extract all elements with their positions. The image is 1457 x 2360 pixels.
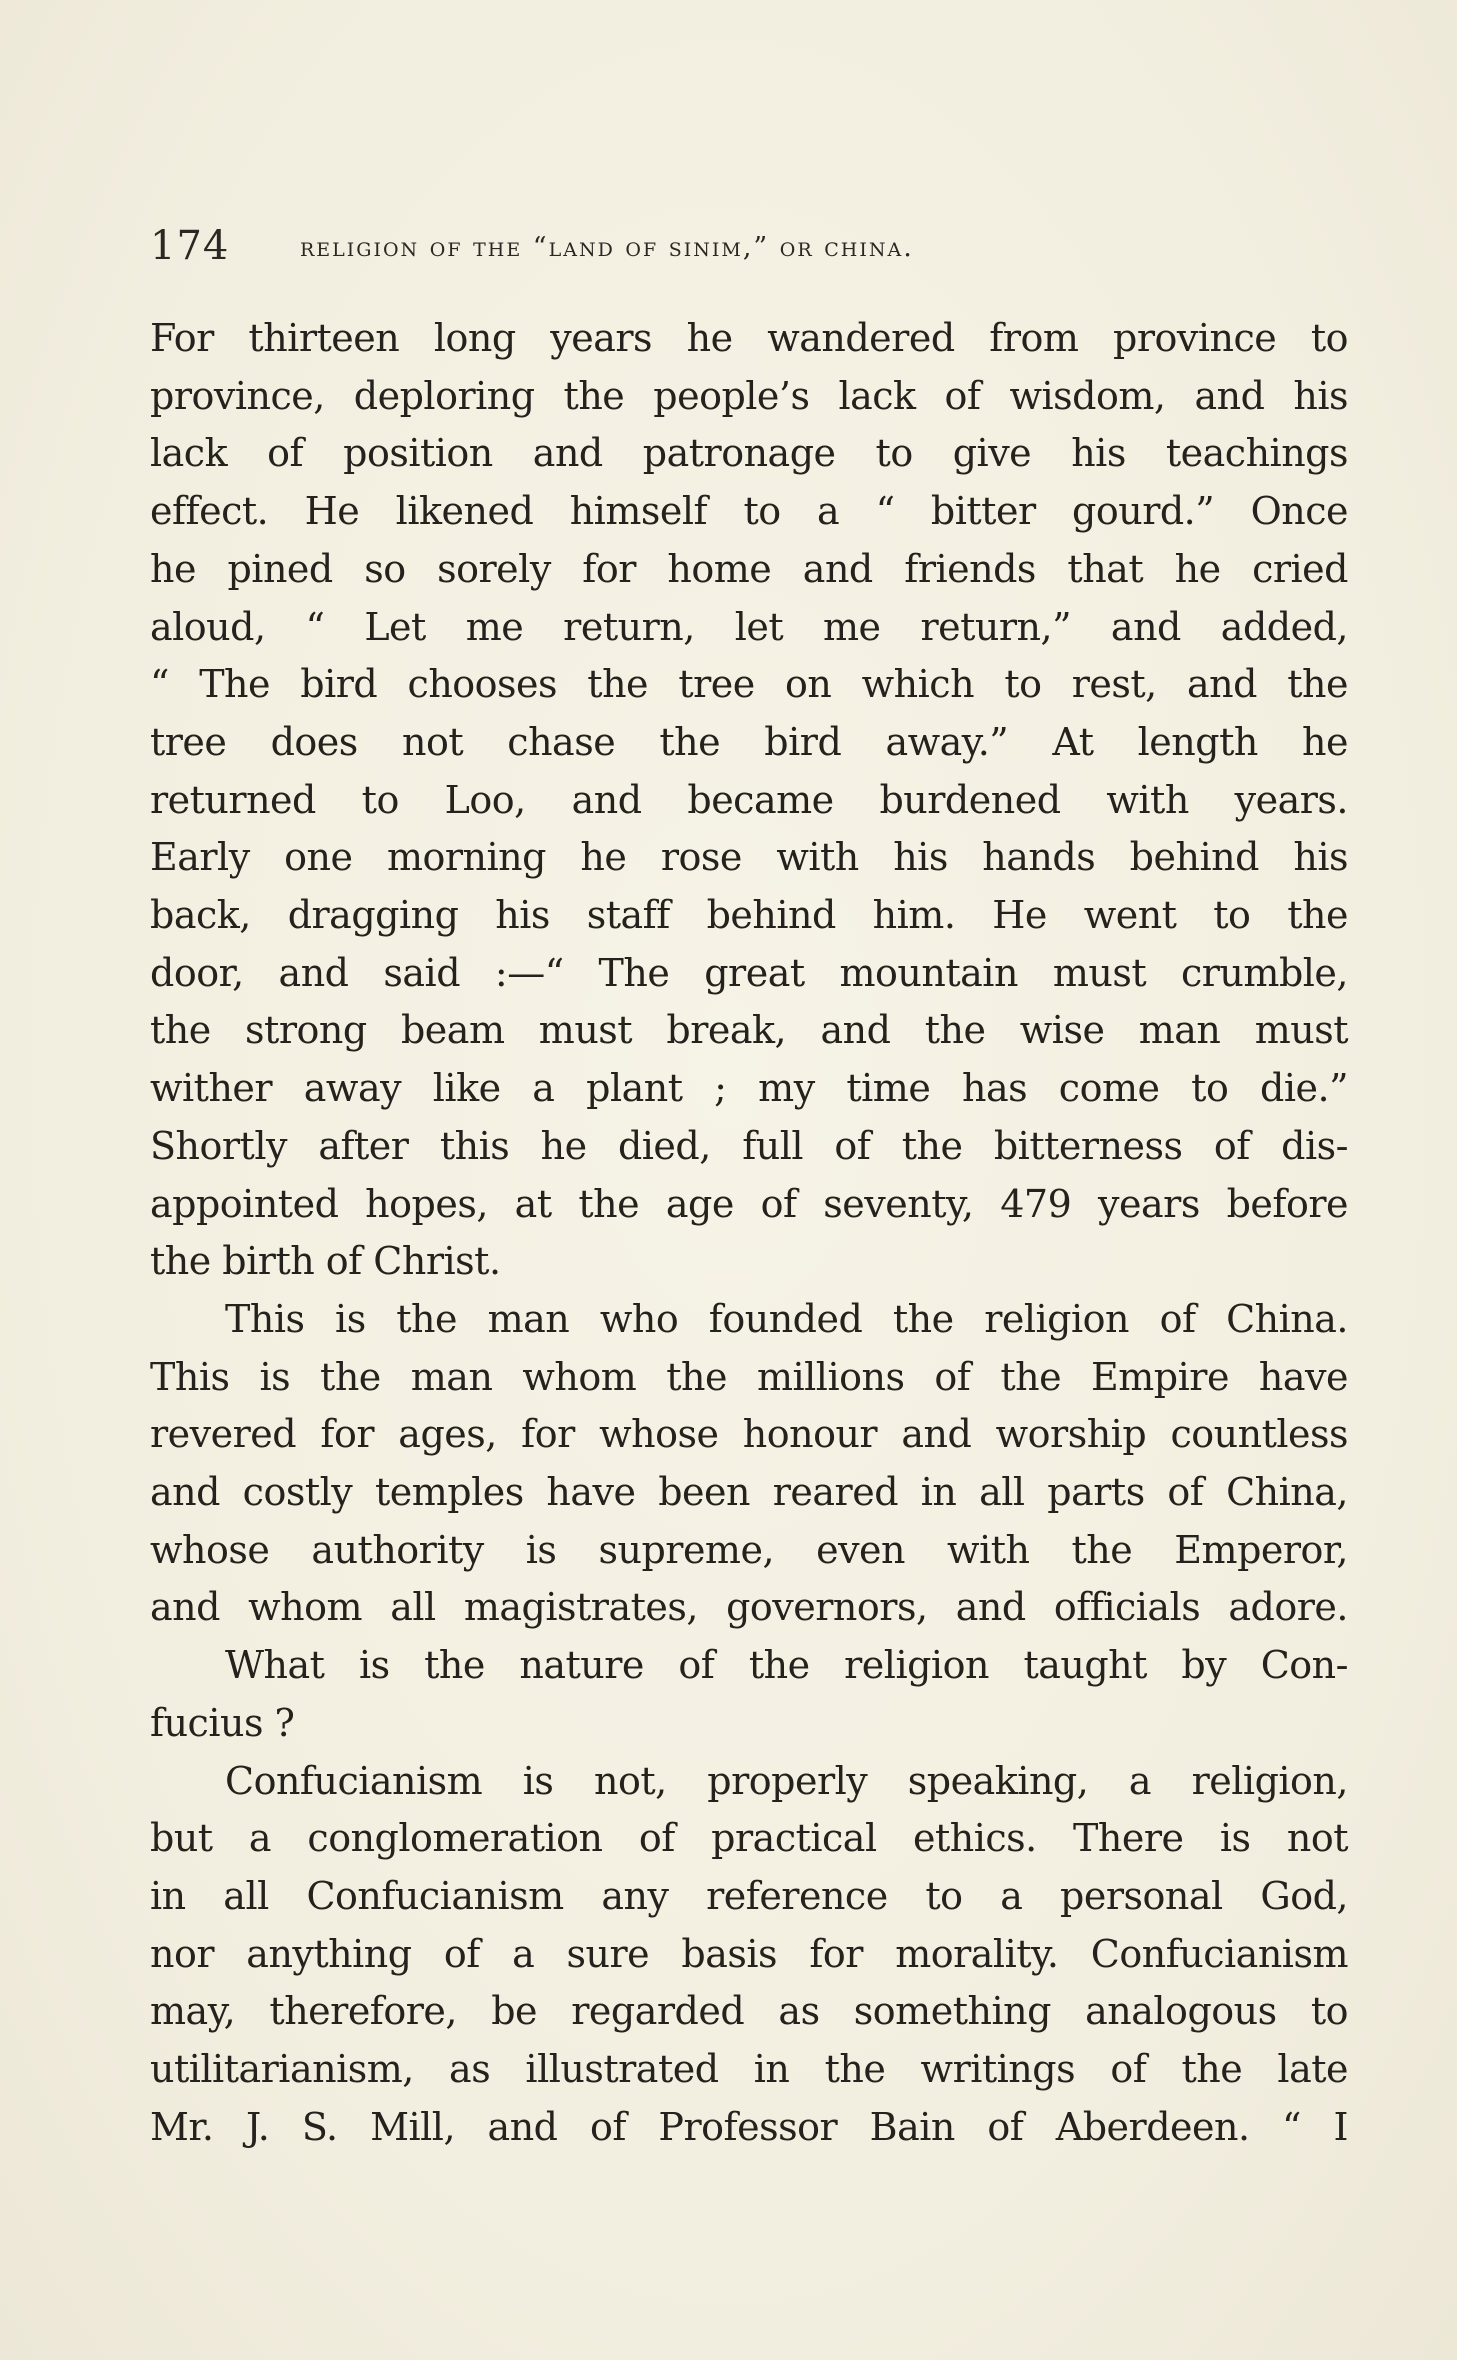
- text-line: and costly temples have been reared in all parts of China,: [150, 1470, 1348, 1515]
- text-line: This is the man who founded the religion of China.: [225, 1296, 1348, 1341]
- text-line: What is the nature of the religion taught by Con-: [225, 1643, 1348, 1688]
- text-line: but a conglomeration of practical ethics. There is not: [150, 1816, 1348, 1861]
- text-line: wither away like a plant ; my time has come to die.”: [150, 1066, 1348, 1111]
- text-line: province, deploring the people’s lack of wisdom, and his: [150, 373, 1348, 418]
- text-line: back, dragging his staff behind him. He went to the: [150, 893, 1348, 938]
- text-line: This is the man whom the millions of the Empire have: [150, 1354, 1348, 1399]
- text-line: nor anything of a sure basis for morality. Confucianism: [150, 1931, 1348, 1976]
- text-line: Confucianism is not, properly speaking, a religion,: [225, 1758, 1348, 1803]
- text-line: “ The bird chooses the tree on which to rest, and the: [150, 662, 1348, 707]
- text-line: door, and said :—“ The great mountain must crumble,: [150, 950, 1348, 995]
- text-line: For thirteen long years he wandered from province to: [150, 316, 1348, 360]
- text-line: lack of position and patronage to give his teachings: [150, 431, 1348, 476]
- text-line: utilitarianism, as illustrated in the writings of the late: [150, 2047, 1348, 2092]
- text-line: Mr. J. S. Mill, and of Professor Bain of Aberdeen. “ I: [150, 2104, 1348, 2149]
- running-title: religion of the “land of sinim,” or china.: [300, 232, 914, 263]
- text-line: Early one morning he rose with his hands behind his: [150, 835, 1348, 880]
- text-line: and whom all magistrates, governors, and officials adore.: [150, 1585, 1348, 1630]
- text-line: returned to Loo, and became burdened with years.: [150, 777, 1348, 822]
- text-line: he pined so sorely for home and friends that he cried: [150, 546, 1348, 591]
- text-line: Shortly after this he died, full of the bitterness of dis-: [150, 1123, 1348, 1168]
- body-text: [150, 310, 1348, 2157]
- text-line: aloud, “ Let me return, let me return,” and added,: [150, 604, 1348, 649]
- text-line: may, therefore, be regarded as something analogous to: [150, 1989, 1348, 2034]
- text-line: the strong beam must break, and the wise man must: [150, 1008, 1348, 1053]
- text-line: tree does not chase the bird away.” At length he: [150, 719, 1348, 764]
- text-line: revered for ages, for whose honour and worship countless: [150, 1412, 1348, 1457]
- page-number: 174: [150, 223, 230, 269]
- running-header: [150, 216, 1350, 276]
- text-line: in all Confucianism any reference to a personal God,: [150, 1873, 1348, 1918]
- text-line: fucius ?: [150, 1700, 295, 1745]
- text-line: whose authority is supreme, even with the Emperor,: [150, 1527, 1348, 1572]
- text-line: appointed hopes, at the age of seventy, 479 years before: [150, 1181, 1348, 1226]
- text-line: the birth of Christ.: [150, 1239, 501, 1284]
- text-line: effect. He likened himself to a “ bitter gourd.” Once: [150, 489, 1348, 534]
